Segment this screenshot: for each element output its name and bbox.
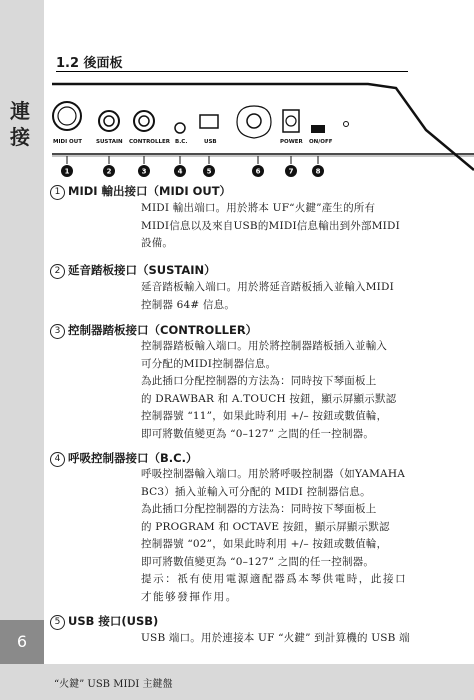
svg-text:3: 3 <box>141 167 147 176</box>
label-bc: B.C. <box>175 139 188 145</box>
label-controller: CONTROLLER <box>129 139 170 145</box>
panel-screw <box>344 122 349 127</box>
callout-badge-7 <box>285 165 297 177</box>
side-label-char-2: 接 <box>10 125 30 149</box>
footer-text: “火鍵” USB MIDI 主鍵盤 <box>54 679 173 690</box>
item-body-usb: USB 端口。用於連接本 UF “火鍵” 到計算機的 USB 端 <box>141 632 410 644</box>
item-heading-controller: 3 控制器踏板接口（CONTROLLER） <box>50 322 257 339</box>
item-body-midi-out: MIDI 輸出端口。用於將本 UF“火鍵”產生的所有 MIDI信息以及來自USB的MIDI信息輸出到外部MIDI 設備。 <box>141 202 400 249</box>
sustain-jack <box>99 111 119 131</box>
controller-jack <box>134 111 154 131</box>
rear-panel-diagram <box>50 76 474 188</box>
side-band <box>0 0 44 700</box>
bc-jack <box>175 123 185 133</box>
callout-badge-4 <box>174 165 186 177</box>
cable-hook <box>237 106 271 138</box>
callout-badge-8 <box>312 165 324 177</box>
item-body-controller: 控制器踏板輸入端口。用於將控制器踏板插入並輸入 可分配的MIDI控制器信息。 為此插口分配控制器的方法為：同時按下琴面板上 的 DRAWBAR 和 A.TOUCH 按鈕，顯示屏顯示默認 控制器號 “11”，如果此時利用 +/– 按鈕或數值輪， 即可將數值變更為 “0–127” 之間的任一控制器。 <box>141 340 397 440</box>
svg-text:5: 5 <box>206 167 212 176</box>
power-jack <box>283 110 299 132</box>
svg-text:4: 4 <box>177 167 183 176</box>
item-heading-bc: 4 呼吸控制器接口（B.C.） <box>50 450 197 467</box>
usb-port <box>200 115 218 128</box>
on-off-switch <box>311 125 325 133</box>
callout-badge-3 <box>138 165 150 177</box>
svg-text:6: 6 <box>255 167 261 176</box>
svg-text:7: 7 <box>288 167 294 176</box>
item-body-bc: 呼吸控制器輸入端口。用於將呼吸控制器（如YAMAHA BC3）插入並輸入可分配的 MIDI 控制器信息。 為此插口分配控制器的方法為：同時按下琴面板上 的 PROGRAM 和 OCTAVE 按鈕，顯示屏顯示默認 控制器號 “02”，如果此時利用 +/– 按鈕或數值輪， 即可將數值變更為 “0–127” 之間的任一控制器。 提示：祇有使用電源適配器爲本琴供電時，此接口 才能够發揮作用。 <box>141 466 411 606</box>
tip-note: 提示：祇有使用電源適配器爲本琴供電時，此接口 <box>141 573 408 585</box>
item-body-sustain: 延音踏板輸入端口。用於將延音踏板插入並輸入MIDI 控制器 64# 信息。 <box>141 281 394 311</box>
side-label-char-1: 連 <box>10 99 30 123</box>
callout-badge-5 <box>203 165 215 177</box>
page-number: 6 <box>0 620 44 664</box>
item-heading-usb: 5 USB 接口(USB) <box>50 613 158 630</box>
label-usb: USB <box>204 139 217 145</box>
title-divider <box>56 71 408 72</box>
label-midi-out: MIDI OUT <box>53 139 82 145</box>
section-title: 1.2 後面板 <box>56 56 123 71</box>
callout-badge-2 <box>103 165 115 177</box>
svg-text:8: 8 <box>315 167 321 176</box>
svg-text:1: 1 <box>64 167 70 176</box>
label-power: POWER <box>280 139 303 145</box>
item-heading-sustain: 2 延音踏板接口（SUSTAIN） <box>50 262 216 279</box>
item-heading-midi-out: 1 MIDI 輸出接口（MIDI OUT） <box>50 183 231 200</box>
callout-badge-6 <box>252 165 264 177</box>
svg-text:2: 2 <box>106 167 112 176</box>
label-sustain: SUSTAIN <box>96 139 123 145</box>
callout-badge-1 <box>61 165 73 177</box>
midi-out-port <box>53 102 81 130</box>
label-on-off: ON/OFF <box>309 139 333 145</box>
